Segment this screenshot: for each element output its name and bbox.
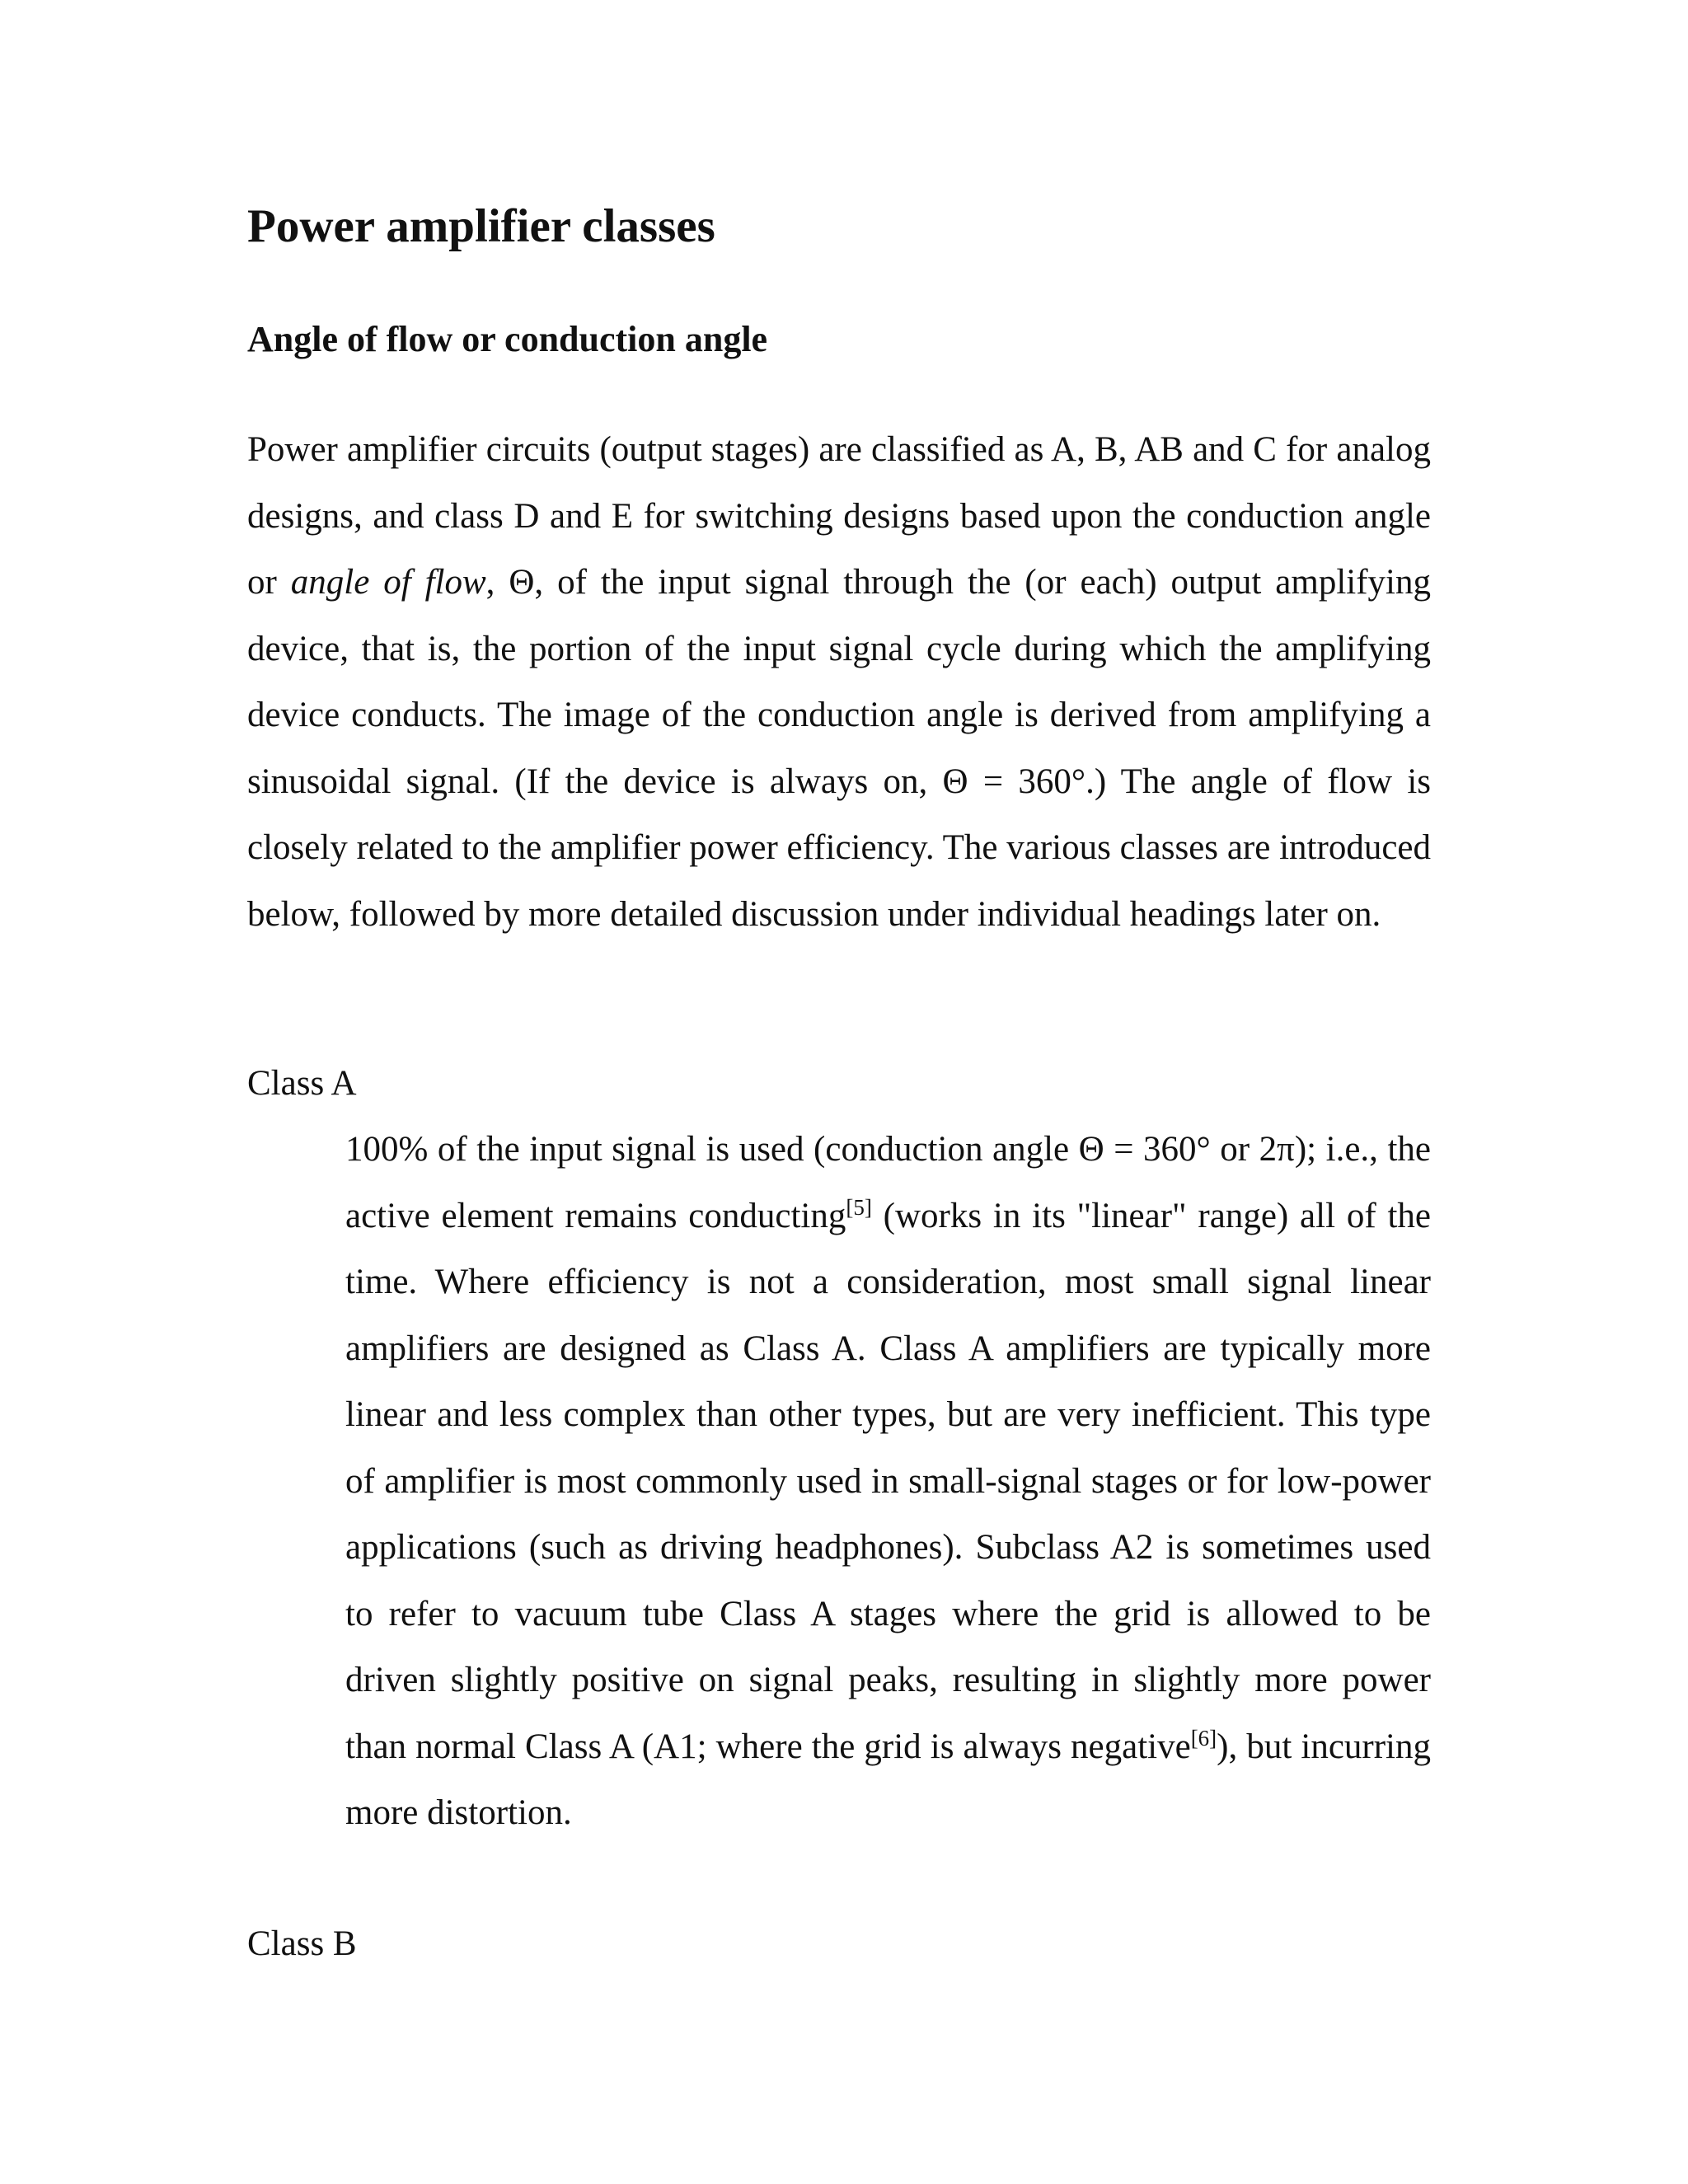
intro-text-part1: Power amplifier circuits (output stages) are classified as A, B, AB and C for analog designs, and class D and E for switching designs based upon the conduction angle or [247, 430, 1431, 602]
intro-italic-term: angle of flow [290, 563, 486, 602]
reference-5[interactable]: [5] [846, 1194, 872, 1220]
class-a-description [345, 1117, 1431, 1847]
class-a-label: Class A [247, 1064, 357, 1103]
class-b-label: Class B [247, 1924, 357, 1963]
reference-6[interactable]: [6] [1190, 1725, 1217, 1750]
class-a-text-part3: ), but incurring more distortion. [345, 1727, 1431, 1832]
intro-paragraph [247, 417, 1431, 948]
section-heading: Angle of flow or conduction angle [247, 319, 768, 359]
page-title: Power amplifier classes [247, 200, 715, 252]
class-a-text-part2: (works in its "linear" range) all of the time. Where efficiency is not a consideration, most small signal linear amplifiers are designed as Class A. Class A amplifiers are typically more linear and less complex than other types, but are very inefficient. This type of amplifier is most commonly used in small-signal stages or for low-power applications (such as driving headphones). Subclass A2 is sometimes used to refer to vacuum tube Class A stages where the grid is allowed to be driven slightly positive on signal peaks, resulting in slightly more power than normal Class A (A1; where the grid is always negative [345, 1196, 1431, 1766]
intro-text-part2: , Θ, of the input signal through the (or each) output amplifying device, that is, the portion of the input signal cycle during which the amplifying device conducts. The image of the conduction angle is derived from amplifying a sinusoidal signal. (If the device is always on, Θ = 360°.) The angle of flow is closely related to the amplifier power efficiency. The various classes are introduced below, followed by more detailed discussion under individual headings later on. [247, 563, 1431, 934]
class-a-text-part1: 100% of the input signal is used (conduction angle Θ = 360° or 2π); i.e., the active element remains conducting [345, 1130, 1431, 1235]
